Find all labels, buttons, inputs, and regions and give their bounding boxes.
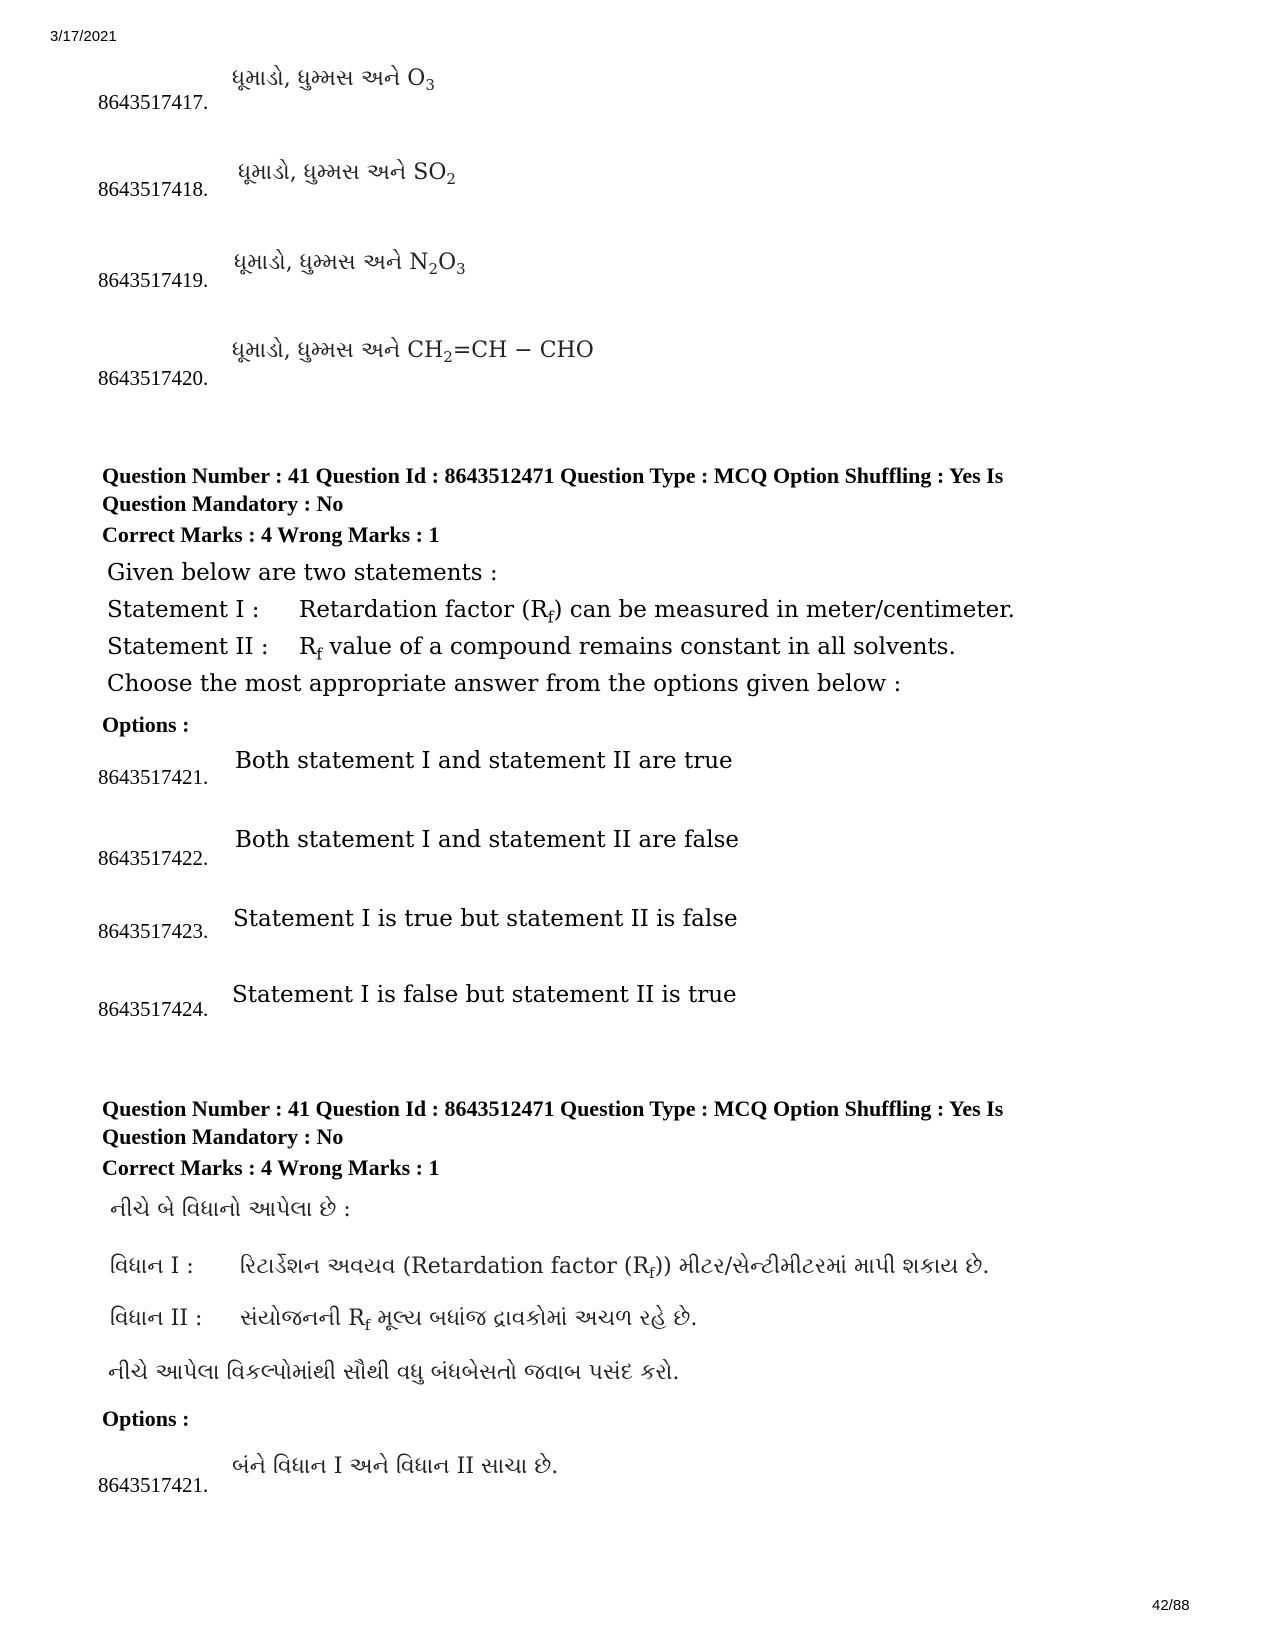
option-id: 8643517421. xyxy=(98,1473,209,1497)
option-id: 8643517418. xyxy=(98,177,209,201)
option-id: 8643517424. xyxy=(98,997,209,1021)
option-id: 8643517423. xyxy=(98,919,209,943)
question-instruction: નીચે આપેલા વિકલ્પોમાંથી સૌથી વધુ બંધબેસતો જવાબ પસંદ કરો. xyxy=(108,1360,680,1385)
options-label: Options : xyxy=(102,1406,190,1431)
question-intro: Given below are two statements : xyxy=(107,560,498,586)
option-text: Both statement I and statement II are false xyxy=(235,827,739,853)
option-text: ધૂમાડો, ધુમ્મસ અને $N_2O_3$ xyxy=(234,250,466,279)
statement-2: Statement II : $R_f$ value of a compound remains constant in all solvents. xyxy=(107,634,956,664)
question-meta: Question Number : 41 Question Id : 8643512471 Question Type : MCQ Option Shuffling : Yes Is Question Mandatory : No xyxy=(102,1096,1004,1149)
statement-1: વિધાન I : રિટાર્ડેશન અવયવ (Retardation factor $(R_f)$) મીટર/સેન્ટીમીટરમાં માપી શકાય છે. xyxy=(110,1254,990,1283)
print-date: 3/17/2021 xyxy=(50,28,117,45)
question-marks: Correct Marks : 4 Wrong Marks : 1 xyxy=(102,1155,440,1180)
option-text: ધૂમાડો, ધુમ્મસ અને $SO_2$ xyxy=(238,160,456,189)
option-text: ધૂમાડો, ધુમ્મસ અને $O_3$ xyxy=(232,66,435,95)
option-id: 8643517417. xyxy=(98,90,209,114)
option-text: Statement I is false but statement II is true xyxy=(232,982,737,1008)
option-id: 8643517419. xyxy=(98,268,209,292)
option-text: Both statement I and statement II are true xyxy=(235,748,733,774)
statement-1: Statement I : Retardation factor $(R_f)$ can be measured in meter/centimeter. xyxy=(107,597,1015,627)
option-id: 8643517420. xyxy=(98,366,209,390)
question-instruction: Choose the most appropriate answer from the options given below : xyxy=(107,671,902,697)
option-id: 8643517421. xyxy=(98,765,209,789)
options-label: Options : xyxy=(102,712,190,737)
option-id: 8643517422. xyxy=(98,846,209,870)
question-intro: નીચે બે વિધાનો આપેલા છે : xyxy=(110,1197,351,1222)
statement-2: વિધાન II : સંયોજનની $R_f$ મૂલ્ય બધાંજ દ્રાવકોમાં અચળ રહે છે. xyxy=(110,1306,698,1335)
option-text: બંને વિધાન I અને વિધાન II સાચા છે. xyxy=(232,1454,559,1479)
page-number: 42/88 xyxy=(1152,1597,1190,1614)
question-marks: Correct Marks : 4 Wrong Marks : 1 xyxy=(102,522,440,547)
option-text: Statement I is true but statement II is false xyxy=(233,906,738,932)
question-meta: Question Number : 41 Question Id : 8643512471 Question Type : MCQ Option Shuffling : Yes Is Question Mandatory : No xyxy=(102,463,1004,516)
option-text: ધૂમાડો, ધુમ્મસ અને $CH_2=CH$ − CHO xyxy=(232,338,594,367)
